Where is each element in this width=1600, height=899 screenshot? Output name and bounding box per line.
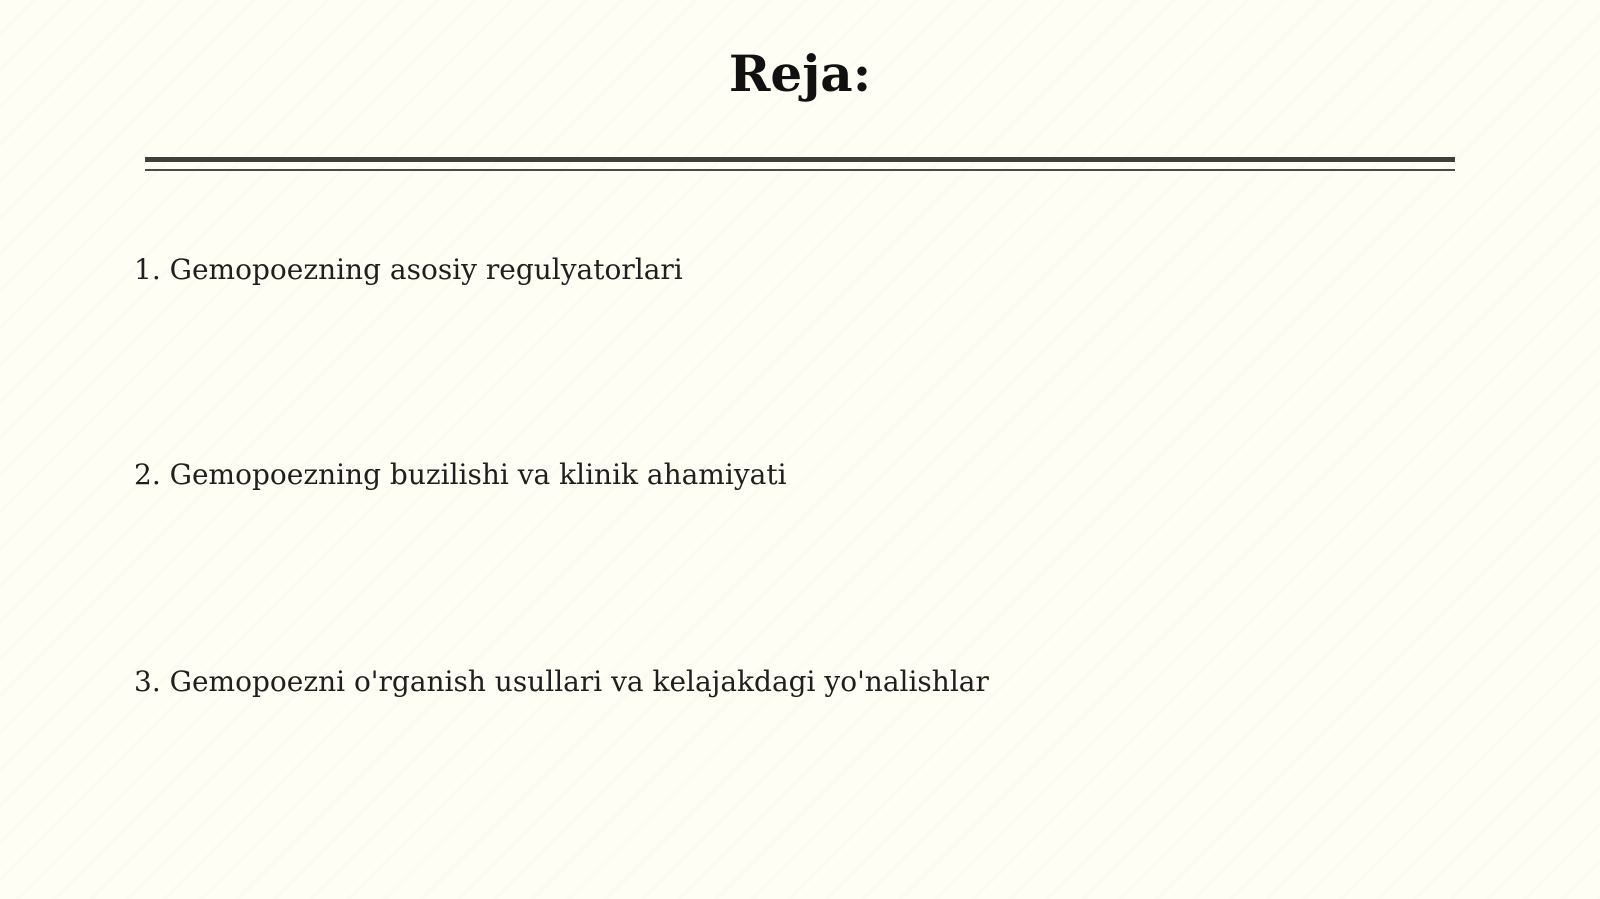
title-divider-thin xyxy=(145,169,1455,171)
plan-item-3: 3. Gemopoezni o'rganish usullari va kelajakdagi yo'nalishlar xyxy=(134,665,989,698)
slide-title: Reja: xyxy=(728,44,872,103)
title-divider-thick xyxy=(145,157,1455,162)
plan-item-1: 1. Gemopoezning asosiy regulyatorlari xyxy=(134,253,683,286)
plan-item-2: 2. Gemopoezning buzilishi va klinik ahamiyati xyxy=(134,458,787,491)
